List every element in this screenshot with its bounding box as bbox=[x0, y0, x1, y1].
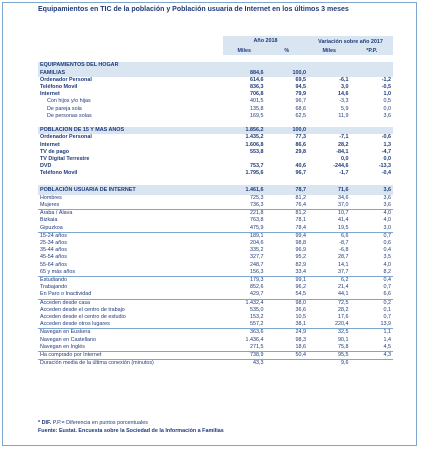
value-var-pp: 4,0 bbox=[351, 217, 394, 224]
value-var-miles: 37,7 bbox=[308, 269, 351, 277]
value-var-miles: 11,9 bbox=[308, 113, 351, 120]
row-label: Bizkaia bbox=[38, 217, 223, 224]
header-row-units bbox=[38, 48, 393, 55]
value-miles: 1.435,2 bbox=[223, 134, 266, 141]
value-var-miles: 95,5 bbox=[308, 352, 351, 360]
table-row bbox=[38, 232, 393, 240]
value-var-miles: 5,9 bbox=[308, 106, 351, 113]
value-pct: 54,5 bbox=[266, 291, 309, 299]
row-label: 35-44 años bbox=[38, 247, 223, 254]
table-row bbox=[38, 98, 393, 105]
value-var-miles: 28,2 bbox=[308, 142, 351, 149]
value-pct: 100,0 bbox=[266, 127, 309, 134]
page-title: Equipamientos en TIC de la población y Población usuaria de Internet en los últimos 3 meses bbox=[38, 6, 349, 13]
value-var-miles: 220,4 bbox=[308, 321, 351, 329]
value-var-miles: 44,1 bbox=[308, 291, 351, 299]
value-miles: 135,8 bbox=[223, 106, 266, 113]
row-label: Navegan en Inglés bbox=[38, 344, 223, 352]
header-pct: % bbox=[266, 48, 309, 55]
table-row bbox=[38, 217, 393, 224]
value-pct: 100,0 bbox=[266, 70, 309, 77]
value-pct: 96,2 bbox=[266, 284, 309, 291]
row-label: Acceden desde el centro de estudio bbox=[38, 314, 223, 321]
value-miles: 43,3 bbox=[223, 360, 266, 368]
table-row bbox=[38, 77, 393, 84]
value-var-pp: 0,7 bbox=[351, 314, 394, 321]
table-row bbox=[38, 113, 393, 120]
footnote-text: P.P.= Diferencia en puntos porcentuales bbox=[52, 420, 148, 426]
value-var-pp bbox=[351, 360, 394, 368]
value-var-miles: 14,1 bbox=[308, 262, 351, 269]
value-pct: 78,4 bbox=[266, 225, 309, 233]
value-pct: 40,6 bbox=[266, 163, 309, 170]
table-row bbox=[38, 156, 393, 163]
value-pct: 33,4 bbox=[266, 269, 309, 277]
value-pct: 95,2 bbox=[266, 254, 309, 261]
value-var-miles: -6,8 bbox=[308, 247, 351, 254]
value-var-miles: 9,6 bbox=[308, 360, 351, 368]
table-row bbox=[38, 321, 393, 329]
table-row bbox=[38, 344, 393, 352]
value-miles: 156,3 bbox=[223, 269, 266, 277]
table-row bbox=[38, 163, 393, 170]
value-pct bbox=[266, 156, 309, 163]
table-row bbox=[38, 106, 393, 113]
value-var-miles: 28,7 bbox=[308, 254, 351, 261]
value-miles: 475,9 bbox=[223, 225, 266, 233]
value-miles: 736,3 bbox=[223, 202, 266, 210]
table-row bbox=[38, 210, 393, 218]
value-var-miles: -244,6 bbox=[308, 163, 351, 170]
value-miles: 1.436,4 bbox=[223, 337, 266, 344]
table-row bbox=[38, 195, 393, 202]
value-var-pp: 1,1 bbox=[351, 329, 394, 337]
value-var-miles: -7,1 bbox=[308, 134, 351, 141]
value-var-pp: 0,2 bbox=[351, 299, 394, 307]
value-var-pp: 0,6 bbox=[351, 240, 394, 247]
value-miles: 153,2 bbox=[223, 314, 266, 321]
row-label: Teléfono Movil bbox=[38, 170, 223, 177]
value-var-miles: 75,8 bbox=[308, 344, 351, 352]
row-label: Acceden desde casa bbox=[38, 299, 223, 307]
row-label: Navegan en Castellano bbox=[38, 337, 223, 344]
table-row bbox=[38, 291, 393, 299]
table-row bbox=[38, 307, 393, 314]
value-pct: 96,7 bbox=[266, 98, 309, 105]
value-var-pp: 0,0 bbox=[351, 106, 394, 113]
value-miles: 753,7 bbox=[223, 163, 266, 170]
value-miles: 429,7 bbox=[223, 291, 266, 299]
value-var-pp: 3,6 bbox=[351, 185, 394, 195]
value-var-miles: 28,2 bbox=[308, 307, 351, 314]
table-row bbox=[38, 70, 393, 77]
table-row bbox=[38, 134, 393, 141]
table-row bbox=[38, 299, 393, 307]
value-var-miles: 19,5 bbox=[308, 225, 351, 233]
row-label: Estudiando bbox=[38, 277, 223, 285]
value-miles: 738,9 bbox=[223, 352, 266, 360]
table-row bbox=[38, 314, 393, 321]
value-miles: 852,6 bbox=[223, 284, 266, 291]
value-pct: 99,4 bbox=[266, 232, 309, 240]
value-miles: 557,2 bbox=[223, 321, 266, 329]
value-var-pp: 4,0 bbox=[351, 262, 394, 269]
value-pct: 96,7 bbox=[266, 170, 309, 177]
value-pct: 18,6 bbox=[266, 344, 309, 352]
value-pct: 98,0 bbox=[266, 299, 309, 307]
table-row bbox=[38, 247, 393, 254]
table-row bbox=[38, 149, 393, 156]
row-label: 45-54 años bbox=[38, 254, 223, 261]
value-pct: 29,8 bbox=[266, 149, 309, 156]
value-var-miles: 3,0 bbox=[308, 84, 351, 91]
row-label: Acceden desde el centro de trabajo bbox=[38, 307, 223, 314]
row-label: 65 y más años bbox=[38, 269, 223, 277]
section-title: EQUIPAMIENTOS DEL HOGAR bbox=[38, 62, 393, 69]
value-var-miles: 41,4 bbox=[308, 217, 351, 224]
value-var-miles: -84,1 bbox=[308, 149, 351, 156]
value-var-miles: 6,6 bbox=[308, 232, 351, 240]
row-label: Navegan en Euskera bbox=[38, 329, 223, 337]
value-pct: 98,8 bbox=[266, 240, 309, 247]
value-var-pp: 3,5 bbox=[351, 254, 394, 261]
value-var-pp: -4,7 bbox=[351, 149, 394, 156]
table-row bbox=[38, 329, 393, 337]
value-var-pp: 6,6 bbox=[351, 291, 394, 299]
row-label: De personas solas bbox=[38, 113, 223, 120]
value-var-miles: 6,2 bbox=[308, 277, 351, 285]
source-note: Fuente: Eustat. Encuesta sobre la Sociedad de la Información a Familias bbox=[38, 428, 224, 434]
table-row bbox=[38, 360, 393, 368]
value-pct: 81,2 bbox=[266, 210, 309, 218]
value-var-miles bbox=[308, 127, 351, 134]
row-label: Duración media de la última conexión (minutos) bbox=[38, 360, 223, 368]
row-label: Internet bbox=[38, 91, 223, 98]
value-pct: 10,5 bbox=[266, 314, 309, 321]
row-label: Internet bbox=[38, 142, 223, 149]
table-row bbox=[38, 262, 393, 269]
value-var-pp: -0,4 bbox=[351, 170, 394, 177]
value-var-pp: 0,7 bbox=[351, 284, 394, 291]
value-pct: 38,1 bbox=[266, 321, 309, 329]
table-row bbox=[38, 337, 393, 344]
value-var-miles: 0,0 bbox=[308, 156, 351, 163]
value-var-miles: 32,5 bbox=[308, 329, 351, 337]
row-label: TV de pago bbox=[38, 149, 223, 156]
row-label: POBLACIÓN USUARIA DE INTERNET bbox=[38, 185, 223, 195]
value-var-pp: -0,5 bbox=[351, 84, 394, 91]
value-var-pp: 3,6 bbox=[351, 195, 394, 202]
value-miles: 327,7 bbox=[223, 254, 266, 261]
value-pct: 96,9 bbox=[266, 247, 309, 254]
table-row bbox=[38, 269, 393, 277]
value-var-miles: 72,5 bbox=[308, 299, 351, 307]
data-table bbox=[38, 36, 393, 367]
value-miles: 179,3 bbox=[223, 277, 266, 285]
row-label: DVD bbox=[38, 163, 223, 170]
value-var-miles: -8,7 bbox=[308, 240, 351, 247]
value-var-miles: 10,7 bbox=[308, 210, 351, 218]
row-label: TV Digital Terrestre bbox=[38, 156, 223, 163]
table-row bbox=[38, 254, 393, 261]
value-pct: 68,6 bbox=[266, 106, 309, 113]
row-label: Con hijos y/o hijas bbox=[38, 98, 223, 105]
row-label: Araba / Álava bbox=[38, 210, 223, 218]
row-label: Teléfono Movil bbox=[38, 84, 223, 91]
table-row bbox=[38, 170, 393, 177]
header-variation: Variación sobre año 2017 bbox=[308, 36, 393, 48]
row-label: En Paro o Inactividad bbox=[38, 291, 223, 299]
header-year: Año 2018 bbox=[223, 36, 308, 48]
value-var-miles: 14,6 bbox=[308, 91, 351, 98]
value-var-miles: 71,6 bbox=[308, 185, 351, 195]
value-var-pp: 0,1 bbox=[351, 307, 394, 314]
value-pct: 69,5 bbox=[266, 77, 309, 84]
table-row bbox=[38, 277, 393, 285]
row-label: Trabajando bbox=[38, 284, 223, 291]
value-miles: 363,6 bbox=[223, 329, 266, 337]
value-miles bbox=[223, 156, 266, 163]
value-miles: 204,6 bbox=[223, 240, 266, 247]
row-label: Gipuzkoa bbox=[38, 225, 223, 233]
header-blank-2 bbox=[38, 48, 223, 55]
table-row bbox=[38, 352, 393, 360]
value-miles: 884,6 bbox=[223, 70, 266, 77]
value-pct bbox=[266, 360, 309, 368]
value-var-pp: 0,7 bbox=[351, 232, 394, 240]
table-row bbox=[38, 284, 393, 291]
value-miles: 836,3 bbox=[223, 84, 266, 91]
value-miles: 1.461,6 bbox=[223, 185, 266, 195]
value-pct: 94,5 bbox=[266, 84, 309, 91]
footnote-mark: * DIF. bbox=[38, 420, 52, 426]
value-miles: 535,0 bbox=[223, 307, 266, 314]
value-miles: 614,6 bbox=[223, 77, 266, 84]
value-pct: 79,9 bbox=[266, 91, 309, 98]
row-label: Ordenador Personal bbox=[38, 134, 223, 141]
value-var-pp bbox=[351, 127, 394, 134]
header-pp: *P.P. bbox=[351, 48, 394, 55]
table-row bbox=[38, 202, 393, 210]
value-pct: 78,1 bbox=[266, 217, 309, 224]
value-pct: 82,9 bbox=[266, 262, 309, 269]
row-label: Acceden desde otros lugares bbox=[38, 321, 223, 329]
value-miles: 248,7 bbox=[223, 262, 266, 269]
value-pct: 50,4 bbox=[266, 352, 309, 360]
row-label: 15-24 años bbox=[38, 232, 223, 240]
row-label: POBLACIÓN DE 15 Y MAS AÑOS bbox=[38, 127, 223, 134]
value-var-miles bbox=[308, 70, 351, 77]
value-var-pp: 0,4 bbox=[351, 277, 394, 285]
value-pct: 76,4 bbox=[266, 202, 309, 210]
footnote bbox=[38, 420, 148, 426]
value-miles: 553,8 bbox=[223, 149, 266, 156]
value-miles: 1.432,4 bbox=[223, 299, 266, 307]
header-blank bbox=[38, 36, 223, 48]
value-miles: 1.856,2 bbox=[223, 127, 266, 134]
table-row bbox=[38, 225, 393, 233]
value-var-pp: 0,4 bbox=[351, 247, 394, 254]
value-miles: 271,5 bbox=[223, 344, 266, 352]
value-miles: 335,2 bbox=[223, 247, 266, 254]
table-row bbox=[38, 142, 393, 149]
value-pct: 98,3 bbox=[266, 337, 309, 344]
value-var-pp: 0,5 bbox=[351, 98, 394, 105]
value-var-pp: 13,9 bbox=[351, 321, 394, 329]
value-var-pp: 3,6 bbox=[351, 202, 394, 210]
value-pct: 62,5 bbox=[266, 113, 309, 120]
value-miles: 763,8 bbox=[223, 217, 266, 224]
value-var-miles: 17,6 bbox=[308, 314, 351, 321]
value-var-pp: 3,0 bbox=[351, 225, 394, 233]
header-miles: Miles bbox=[223, 48, 266, 55]
row-label: 25-34 años bbox=[38, 240, 223, 247]
value-var-pp: 0,0 bbox=[351, 156, 394, 163]
value-miles: 725,3 bbox=[223, 195, 266, 202]
table-row bbox=[38, 240, 393, 247]
value-var-pp: -1,2 bbox=[351, 77, 394, 84]
value-var-pp: 4,3 bbox=[351, 352, 394, 360]
value-var-pp: 1,0 bbox=[351, 91, 394, 98]
value-var-pp: 1,3 bbox=[351, 142, 394, 149]
value-var-miles: -6,1 bbox=[308, 77, 351, 84]
header-miles-var: Miles bbox=[308, 48, 351, 55]
table-row bbox=[38, 84, 393, 91]
value-var-miles: 34,6 bbox=[308, 195, 351, 202]
value-miles: 1.606,8 bbox=[223, 142, 266, 149]
value-var-pp: 4,5 bbox=[351, 344, 394, 352]
row-label: Ordenador Personal bbox=[38, 77, 223, 84]
row-label: Hombres bbox=[38, 195, 223, 202]
value-var-miles: 37,0 bbox=[308, 202, 351, 210]
value-pct: 86,6 bbox=[266, 142, 309, 149]
section-equipamientos bbox=[38, 62, 393, 69]
value-var-miles: -3,3 bbox=[308, 98, 351, 105]
value-var-miles: 90,1 bbox=[308, 337, 351, 344]
value-pct: 99,1 bbox=[266, 277, 309, 285]
value-var-pp bbox=[351, 70, 394, 77]
value-miles: 1.795,6 bbox=[223, 170, 266, 177]
value-miles: 401,5 bbox=[223, 98, 266, 105]
table-row bbox=[38, 91, 393, 98]
value-pct: 24,9 bbox=[266, 329, 309, 337]
value-var-pp: -13,3 bbox=[351, 163, 394, 170]
value-pct: 36,6 bbox=[266, 307, 309, 314]
row-label: De pareja sola bbox=[38, 106, 223, 113]
value-pct: 77,3 bbox=[266, 134, 309, 141]
value-var-pp: 8,2 bbox=[351, 269, 394, 277]
value-var-miles: 21,4 bbox=[308, 284, 351, 291]
row-label: Mujeres bbox=[38, 202, 223, 210]
value-var-pp: 1,4 bbox=[351, 337, 394, 344]
value-miles: 189,1 bbox=[223, 232, 266, 240]
row-label: FAMILIAS bbox=[38, 70, 223, 77]
table-row bbox=[38, 127, 393, 134]
table-row bbox=[38, 185, 393, 195]
value-var-pp: 4,0 bbox=[351, 210, 394, 218]
row-label: 55-64 años bbox=[38, 262, 223, 269]
header-row-group bbox=[38, 36, 393, 48]
value-var-pp: 3,6 bbox=[351, 113, 394, 120]
value-pct: 78,7 bbox=[266, 185, 309, 195]
row-label: Ha comprado por Internet bbox=[38, 352, 223, 360]
value-var-pp: -0,6 bbox=[351, 134, 394, 141]
value-var-miles: -1,7 bbox=[308, 170, 351, 177]
value-miles: 169,5 bbox=[223, 113, 266, 120]
value-pct: 81,2 bbox=[266, 195, 309, 202]
value-miles: 706,8 bbox=[223, 91, 266, 98]
value-miles: 221,8 bbox=[223, 210, 266, 218]
